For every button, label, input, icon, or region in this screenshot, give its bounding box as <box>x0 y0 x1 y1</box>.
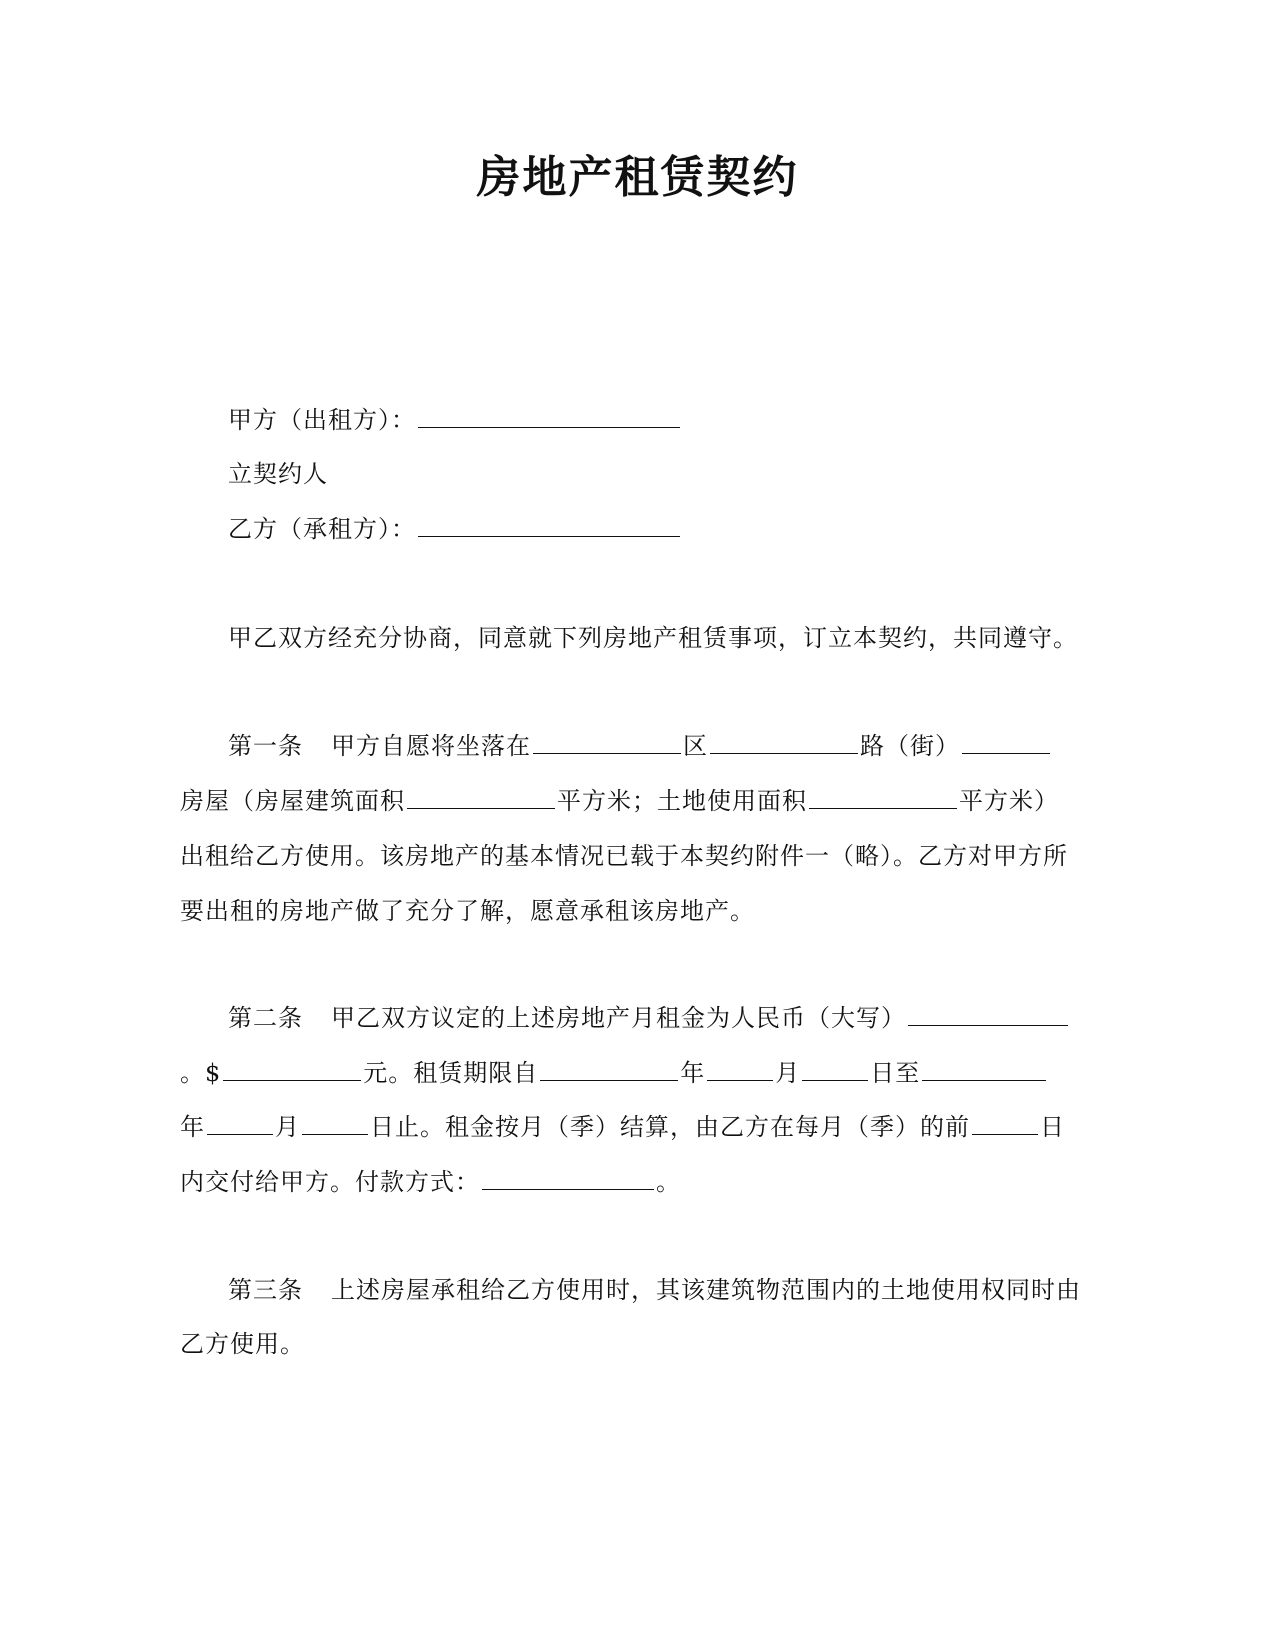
end-day-blank[interactable] <box>302 1110 368 1135</box>
article1-text: 路（街） <box>860 732 960 760</box>
party-a-line <box>228 403 682 437</box>
start-month-blank[interactable] <box>707 1056 773 1081</box>
article2-line4 <box>180 1165 681 1199</box>
end-year-blank[interactable] <box>922 1056 1046 1081</box>
article2-text: 日止。租金按月（季）结算，由乙方在每月（季）的前 <box>370 1113 970 1141</box>
article1-text: 区 <box>683 732 708 760</box>
house-number-blank[interactable] <box>962 729 1050 754</box>
article2-heading: 第二条 <box>228 1004 303 1032</box>
rent-uppercase-blank[interactable] <box>908 1001 1068 1026</box>
document-title: 房地产租赁契约 <box>476 152 799 203</box>
land-area-blank[interactable] <box>809 784 957 809</box>
payment-day-blank[interactable] <box>972 1110 1038 1135</box>
building-area-blank[interactable] <box>407 784 555 809</box>
start-day-blank[interactable] <box>802 1056 868 1081</box>
article2-text: 内交付给甲方。付款方式： <box>180 1168 480 1196</box>
party-a-label: 甲方（出租方）： <box>228 406 416 434</box>
article1-text: 甲方自愿将坐落在 <box>331 732 531 760</box>
article3-line1 <box>228 1273 1081 1307</box>
article2-line1 <box>228 1001 1070 1035</box>
article3-line2 <box>180 1327 305 1361</box>
article1-text: 房屋（房屋建筑面积 <box>180 787 405 815</box>
article1-text: 平方米；土地使用面积 <box>557 787 807 815</box>
article1-text: 要出租的房地产做了充分了解，愿意承租该房地产。 <box>180 897 755 925</box>
intro-text: 甲乙双方经充分协商，同意就下列房地产租赁事项，订立本契约，共同遵守。 <box>228 624 1078 652</box>
article1-text: 平方米） <box>959 787 1059 815</box>
signer-line <box>228 457 328 491</box>
signer-label: 立契约人 <box>228 460 328 488</box>
article1-heading: 第一条 <box>228 732 303 760</box>
article1-line1 <box>228 729 1052 763</box>
article2-text: 年 <box>180 1113 205 1141</box>
article2-line3 <box>180 1110 1065 1144</box>
article2-text: 日至 <box>870 1059 921 1087</box>
article1-line4 <box>180 894 755 928</box>
article2-text: 月 <box>275 1113 300 1141</box>
article2-line2 <box>180 1056 1048 1090</box>
article3-heading: 第三条 <box>228 1276 303 1304</box>
article1-text: 出租给乙方使用。该房地产的基本情况已载于本契约附件一（略）。乙方对甲方所 <box>180 842 1068 870</box>
intro-paragraph <box>228 621 1078 655</box>
article2-text: 甲乙双方议定的上述房地产月租金为人民币（大写） <box>331 1004 906 1032</box>
article2-text: 。$ <box>180 1059 222 1087</box>
district-blank[interactable] <box>533 729 681 754</box>
party-b-blank[interactable] <box>418 512 680 537</box>
party-b-label: 乙方（承租方）： <box>228 515 416 543</box>
article1-line3 <box>180 839 1068 873</box>
article1-line2 <box>180 784 1059 818</box>
article2-text: 。 <box>656 1168 681 1196</box>
article2-text: 日 <box>1040 1113 1065 1141</box>
party-a-blank[interactable] <box>418 403 680 428</box>
rent-amount-blank[interactable] <box>223 1056 361 1081</box>
end-month-blank[interactable] <box>207 1110 273 1135</box>
road-blank[interactable] <box>710 729 858 754</box>
party-b-line <box>228 512 682 546</box>
article2-text: 元。租赁期限自 <box>363 1059 539 1087</box>
start-year-blank[interactable] <box>540 1056 678 1081</box>
article2-text: 年 <box>680 1059 706 1087</box>
payment-method-blank[interactable] <box>482 1165 654 1190</box>
article2-text: 月 <box>775 1059 801 1087</box>
article3-text: 上述房屋承租给乙方使用时，其该建筑物范围内的土地使用权同时由 <box>331 1276 1081 1304</box>
article3-text: 乙方使用。 <box>180 1330 305 1358</box>
